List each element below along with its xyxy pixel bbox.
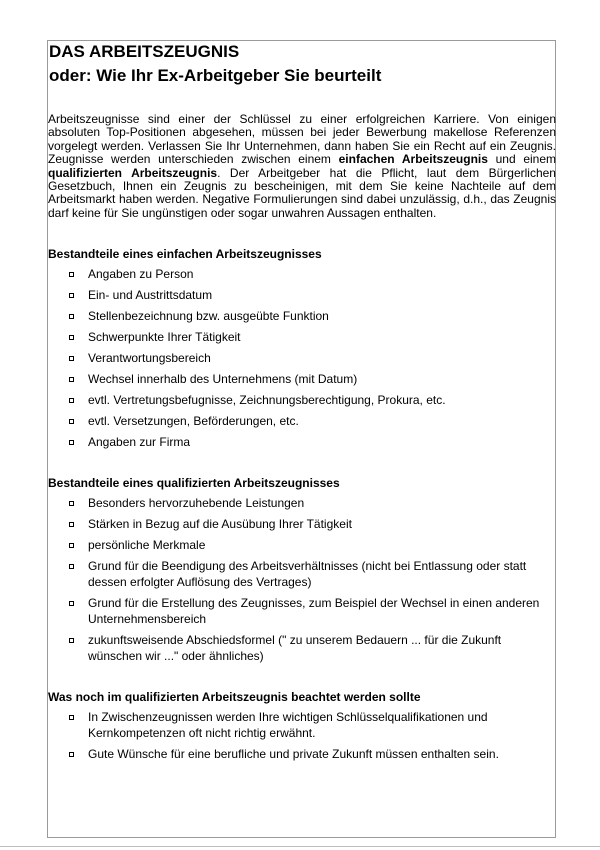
- list-item-text: Verantwortungsbereich: [88, 351, 211, 366]
- list-item-text: In Zwischenzeugnissen werden Ihre wichtigen Schlüsselqualifikationen und Kernkompetenzen oft nicht richtig erwähnt.: [88, 710, 488, 740]
- square-bullet-icon: [69, 501, 74, 506]
- intro-paragraph: [48, 113, 556, 220]
- intro-text-3: . Der Arbeitgeber hat die Pflicht, laut dem Bürgerlichen Gesetzbuch, Ihnen ein Zeugnis zu bescheinigen, mit dem Sie keine Nachteile auf dem Arbeitsmarkt haben werden. Negative Formulierungen sind dabei unzulässig, d.h., das Zeugnis darf keine für Sie ungünstigen oder sogar unwahren Aussagen enthalten.: [48, 165, 556, 220]
- list-item: [48, 496, 556, 511]
- list-item: [48, 414, 556, 429]
- square-bullet-icon: [69, 715, 74, 720]
- square-bullet-icon: [69, 335, 74, 340]
- document-title: DAS ARBEITSZEUGNIS: [49, 42, 240, 61]
- square-bullet-icon: [69, 601, 74, 606]
- list-item: [48, 330, 556, 345]
- list-item-text: Stärken in Bezug auf die Ausübung Ihrer Tätigkeit: [88, 517, 352, 532]
- list-item-text: Wechsel innerhalb des Unternehmens (mit Datum): [88, 372, 358, 387]
- list-item: [48, 351, 556, 366]
- square-bullet-icon: [69, 272, 74, 277]
- document-content: [48, 40, 556, 762]
- list-item-text: Grund für die Erstellung des Zeugnisses, zum Beispiel der Wechsel in einen anderen Unternehmensbereich: [88, 596, 540, 626]
- square-bullet-icon: [69, 419, 74, 424]
- square-bullet-icon: [69, 356, 74, 361]
- list-item-text: Angaben zu Person: [88, 267, 194, 282]
- section-heading-einfach: Bestandteile eines einfachen Arbeitszeugnisses: [48, 247, 322, 262]
- list-einfach: [48, 267, 556, 450]
- list-item: [48, 309, 556, 324]
- list-item-text: evtl. Vertretungsbefugnisse, Zeichnungsberechtigung, Prokura, etc.: [88, 393, 446, 408]
- list-item: [48, 710, 556, 741]
- list-item: [48, 267, 556, 282]
- intro-text-2: und einem: [487, 152, 556, 167]
- list-qualifiziert: [48, 496, 556, 664]
- intro-bold-einfach: einfachen Arbeitszeugnis: [338, 152, 488, 167]
- square-bullet-icon: [69, 564, 74, 569]
- list-item-text: evtl. Versetzungen, Beförderungen, etc.: [88, 414, 299, 429]
- list-item-text: Grund für die Beendigung des Arbeitsverhältnisses (nicht bei Entlassung oder statt dessen erfolgter Auflösung des Vertrages): [88, 559, 527, 589]
- list-item: [48, 596, 556, 627]
- list-item: [48, 517, 556, 532]
- list-item: [48, 538, 556, 553]
- list-item-text: Ein- und Austrittsdatum: [88, 288, 213, 303]
- list-item-text: persönliche Merkmale: [88, 538, 206, 553]
- list-beachten: [48, 710, 556, 762]
- list-item: [48, 559, 556, 590]
- section-heading-qualifiziert: Bestandteile eines qualifizierten Arbeitszeugnisses: [48, 476, 340, 491]
- section-heading-beachten: Was noch im qualifizierten Arbeitszeugnis beachtet werden sollte: [48, 690, 421, 705]
- square-bullet-icon: [69, 293, 74, 298]
- document-subtitle: oder: Wie Ihr Ex-Arbeitgeber Sie beurteilt: [49, 66, 382, 85]
- square-bullet-icon: [69, 543, 74, 548]
- list-item: [48, 435, 556, 450]
- square-bullet-icon: [69, 638, 74, 643]
- list-item: [48, 288, 556, 303]
- intro-text-1: Arbeitszeugnisse sind einer der Schlüssel zu einer erfolgreichen Karriere. Von einigen absoluten Top-Positionen abgesehen, müssen bei jeder Bewerbung makellose Referenzen vorgelegt werden. Verlassen Sie Ihr Unternehmen, dann haben Sie ein Recht auf ein Zeugnis. Zeugnisse werden unterschieden zwischen einem: [48, 112, 556, 167]
- square-bullet-icon: [69, 398, 74, 403]
- page-bottom-divider: [0, 846, 600, 847]
- square-bullet-icon: [69, 314, 74, 319]
- list-item: [48, 393, 556, 408]
- intro-bold-qualifiziert: qualifizierten Arbeitszeugnis: [48, 165, 218, 180]
- square-bullet-icon: [69, 377, 74, 382]
- square-bullet-icon: [69, 440, 74, 445]
- list-item-text: zukunftsweisende Abschiedsformel (" zu unserem Bedauern ... für die Zukunft wünschen wir ..." oder ähnliches): [88, 633, 502, 663]
- list-item: [48, 747, 556, 762]
- square-bullet-icon: [69, 522, 74, 527]
- list-item: [48, 372, 556, 387]
- list-item-text: Angaben zur Firma: [88, 435, 191, 450]
- list-item-text: Stellenbezeichnung bzw. ausgeübte Funktion: [88, 309, 329, 324]
- list-item-text: Besonders hervorzuhebende Leistungen: [88, 496, 305, 511]
- list-item-text: Schwerpunkte Ihrer Tätigkeit: [88, 330, 241, 345]
- list-item: [48, 633, 556, 664]
- square-bullet-icon: [69, 752, 74, 757]
- list-item-text: Gute Wünsche für eine berufliche und private Zukunft müssen enthalten sein.: [88, 747, 499, 762]
